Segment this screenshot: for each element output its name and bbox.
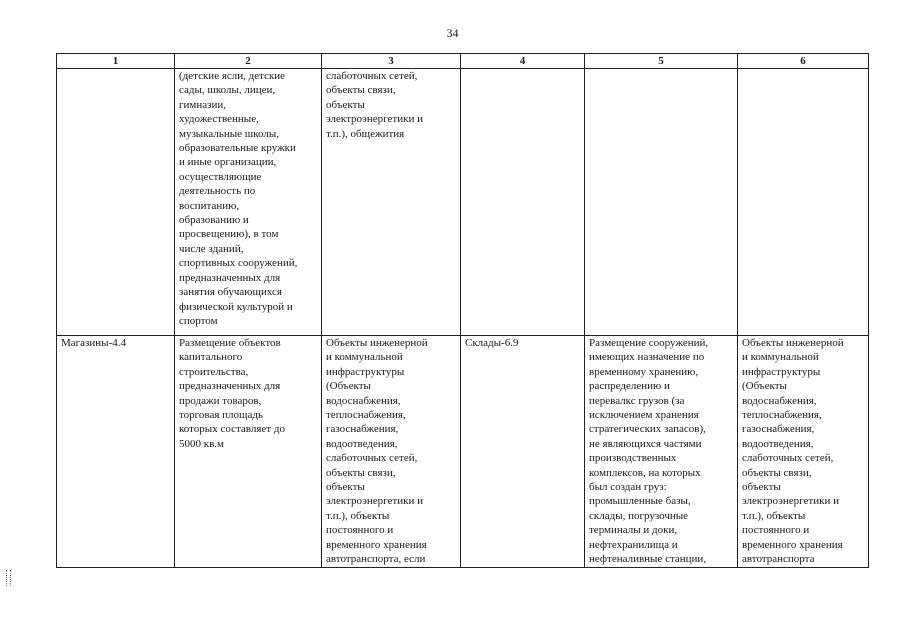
cell-text: Магазины-4.4	[61, 337, 126, 349]
cell-text: (детские ясли, детские сады, школы, лицеи, гимназии, художественные, музыкальные школы, образовательные кружки и иные организации, осуществляющие деятельность по воспитанию, образованию и просвещению), в том числе зданий, спортивных сооружений, предназначенных для занятия обучающихся физической культурой и спортом	[179, 70, 298, 327]
table-cell	[175, 336, 322, 568]
cell-text: Размещение сооружений, имеющих назначение по временному хранению, распределению и перевалкс грузов (за исключением хранения стратегических запасов), не являющихся частями производственных комплексов, на которых был создан груз: промышленные базы, склады, погрузочные терминалы и доки, нефтехранилища и нефтеналивные станции,	[589, 337, 709, 566]
table-cell	[175, 69, 322, 336]
land-use-table	[56, 53, 869, 568]
table-cell	[322, 336, 461, 568]
table-row	[57, 336, 869, 568]
table-cell	[585, 69, 738, 336]
table-cell	[738, 69, 869, 336]
column-header-5: 5	[585, 54, 738, 69]
cell-text: Размещение объектов капитального строительства, предназначенных для продажи товаров, торговая площадь которых составляет до 5000 кв.м	[179, 337, 285, 450]
table-cell	[738, 336, 869, 568]
column-header-2: 2	[175, 54, 322, 69]
table-cell	[585, 336, 738, 568]
column-header-1: 1	[57, 54, 175, 69]
table-cell	[461, 69, 585, 336]
table-header-row	[57, 54, 869, 69]
column-header-4: 4	[461, 54, 585, 69]
page-number: 34	[446, 26, 459, 40]
cell-text: Объекты инженерной и коммунальной инфраструктуры (Объекты водоснабжения, теплоснабжения, газоснабжения, водоотведения, слаботочных сетей, объекты связи, объекты электроэнергетики и т.п.), объекты постоянного и временного хранения автотранспорта, если	[326, 337, 428, 566]
table-cell	[57, 69, 175, 336]
scan-margin-mark	[6, 570, 11, 586]
cell-text: слаботочных сетей, объекты связи, объекты электроэнергетики и т.п.), общежития	[326, 70, 423, 140]
cell-text: Склады-6.9	[465, 337, 519, 349]
table-cell	[322, 69, 461, 336]
cell-text: Объекты инженерной и коммунальной инфраструктуры (Объекты водоснабжения, теплоснабжения, газоснабжения, водоотведения, слаботочных сетей, объекты связи, объекты электроэнергетики и т.п.), объекты постоянного и временного хранения автотранспорта	[742, 337, 844, 566]
table-cell	[461, 336, 585, 568]
column-header-3: 3	[322, 54, 461, 69]
table-cell	[57, 336, 175, 568]
column-header-6: 6	[738, 54, 869, 69]
table-row	[57, 69, 869, 336]
